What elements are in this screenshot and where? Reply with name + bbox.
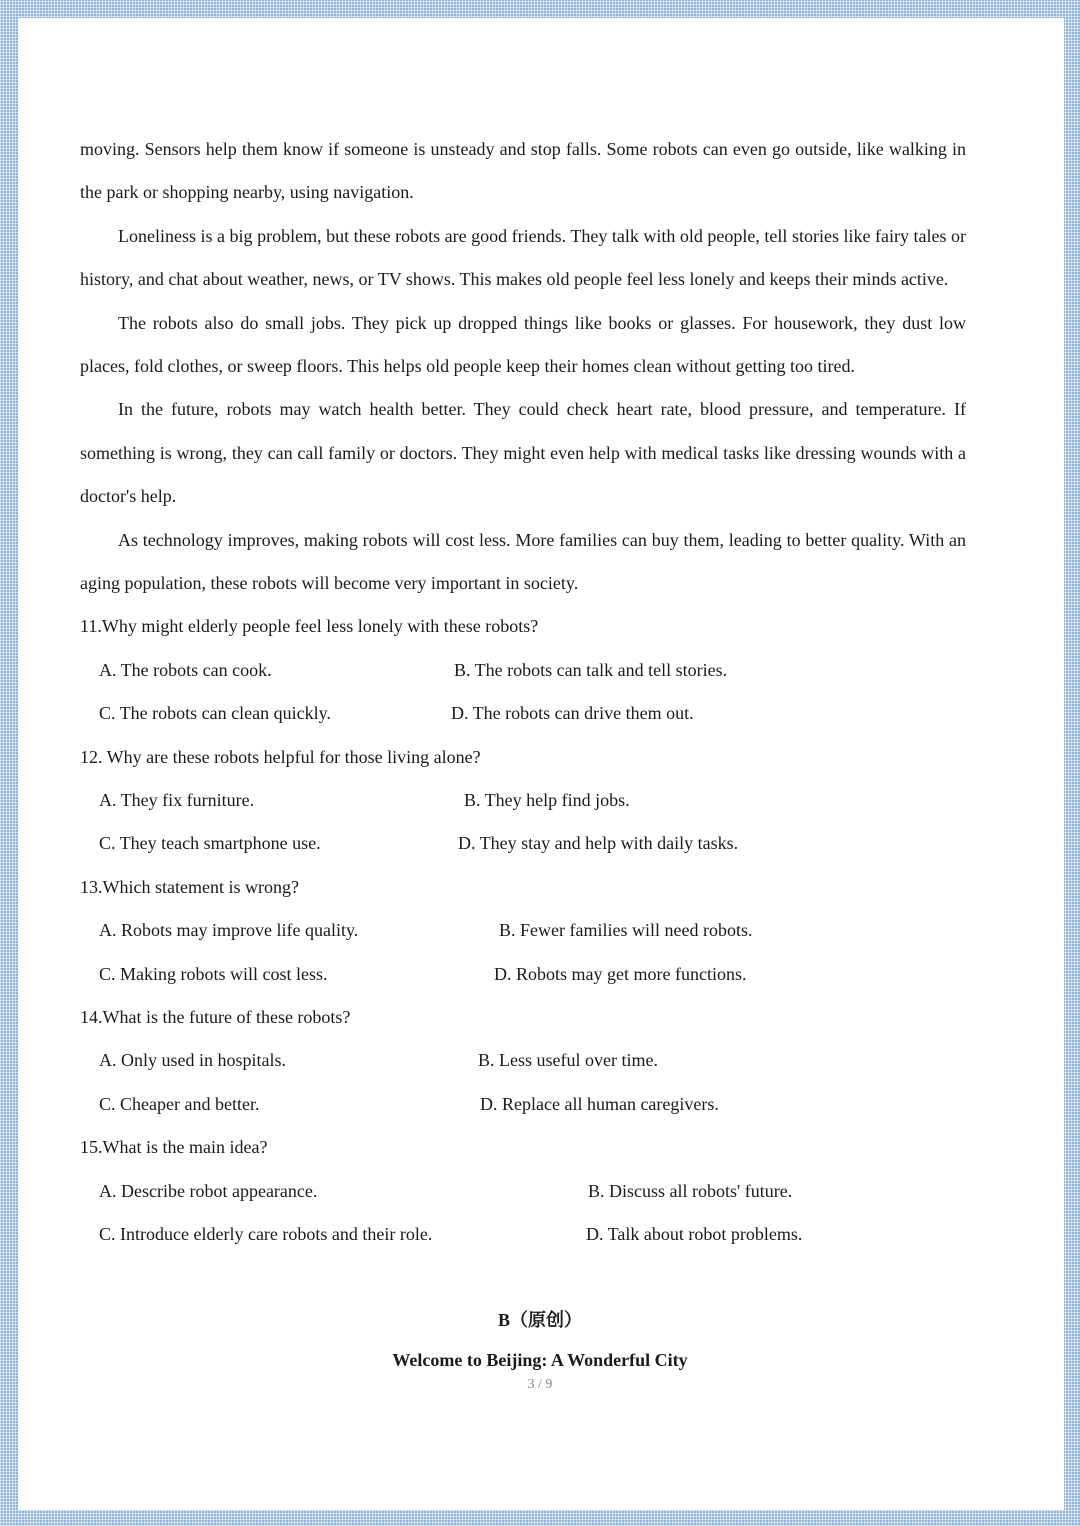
option-d: D. The robots can drive them out. <box>451 703 694 724</box>
option-a: A. Only used in hospitals. <box>99 1050 286 1071</box>
option-c: C. Introduce elderly care robots and their role. <box>99 1224 433 1245</box>
option-a: A. Robots may improve life quality. <box>99 920 359 941</box>
option-d: D. They stay and help with daily tasks. <box>458 833 739 854</box>
question-stem: 11.Why might elderly people feel less lonely with these robots? <box>80 616 539 637</box>
passage-paragraph: moving. Sensors help them know if someone is unsteady and stop falls. Some robots can even go outside, like walking in the park or shopping nearby, using navigation. <box>80 139 966 203</box>
option-group <box>80 909 966 996</box>
content-body <box>80 128 966 1256</box>
page-number: 3 / 9 <box>527 1377 553 1392</box>
option-d: D. Talk about robot problems. <box>586 1224 803 1245</box>
option-b: B. Discuss all robots' future. <box>588 1180 793 1201</box>
passage-paragraph: The robots also do small jobs. They pick up dropped things like books or glasses. For housework, they dust low places, fold clothes, or sweep floors. This helps old people keep their homes clean without getting too tired. <box>80 312 966 377</box>
option-a: A. The robots can cook. <box>99 659 272 680</box>
question-stem: 12. Why are these robots helpful for those living alone? <box>80 746 481 767</box>
option-c: C. Making robots will cost less. <box>99 963 328 984</box>
question-stem: 13.Which statement is wrong? <box>80 876 299 897</box>
section-title: Welcome to Beijing: A Wonderful City <box>392 1350 688 1370</box>
question-14 <box>80 996 966 1126</box>
question-15 <box>80 1126 966 1256</box>
option-b: B. Fewer families will need robots. <box>499 920 753 941</box>
option-d: D. Replace all human caregivers. <box>480 1093 719 1114</box>
question-stem: 15.What is the main idea? <box>80 1137 268 1158</box>
option-c: C. They teach smartphone use. <box>99 833 321 854</box>
option-group <box>80 1170 966 1257</box>
question-12 <box>80 736 966 866</box>
option-group <box>80 649 966 736</box>
section-label: B（原创） <box>497 1310 582 1330</box>
option-group <box>80 779 966 866</box>
passage-paragraph: Loneliness is a big problem, but these robots are good friends. They talk with old people, tell stories like fairy tales or history, and chat about weather, news, or TV shows. This makes old people feel less lonely and keeps their minds active. <box>80 225 966 290</box>
option-b: B. The robots can talk and tell stories. <box>454 659 728 680</box>
option-b: B. They help find jobs. <box>464 790 630 811</box>
option-a: A. They fix furniture. <box>99 790 255 811</box>
passage-paragraph: As technology improves, making robots will cost less. More families can buy them, leading to better quality. With an aging population, these robots will become very important in society. <box>80 529 966 594</box>
question-11 <box>80 605 966 735</box>
option-d: D. Robots may get more functions. <box>494 963 747 984</box>
option-b: B. Less useful over time. <box>478 1050 658 1071</box>
option-c: C. Cheaper and better. <box>99 1093 260 1114</box>
question-13 <box>80 866 966 996</box>
option-a: A. Describe robot appearance. <box>99 1180 318 1201</box>
option-group <box>80 1039 966 1126</box>
question-stem: 14.What is the future of these robots? <box>80 1007 351 1028</box>
passage-paragraph: In the future, robots may watch health better. They could check heart rate, blood pressure, and temperature. If something is wrong, they can call family or doctors. They might even help with medical tasks like dressing wounds with a doctor's help. <box>80 399 966 507</box>
option-c: C. The robots can clean quickly. <box>99 703 331 724</box>
